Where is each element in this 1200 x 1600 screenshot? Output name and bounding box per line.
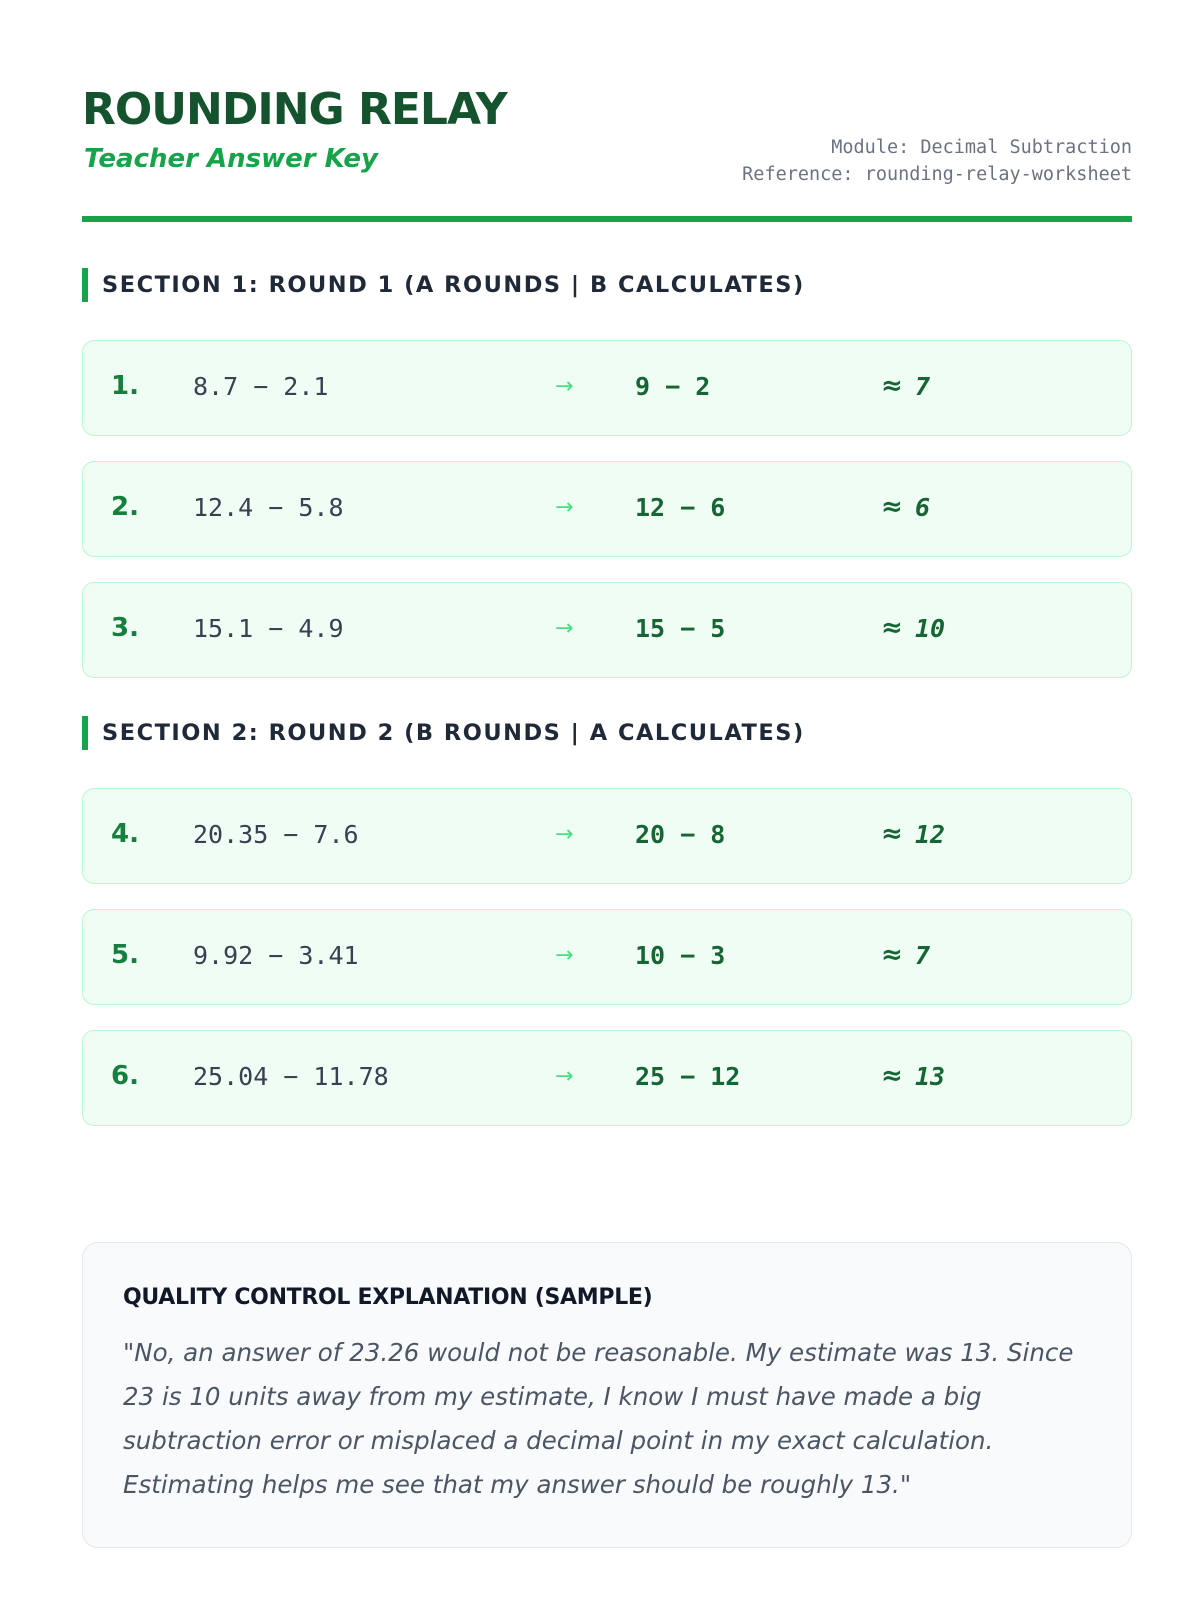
rounded-expression: 25 − 12 <box>635 1062 741 1091</box>
problem-expression: 15.1 − 4.9 <box>193 614 344 643</box>
problem-number: 6. <box>111 1061 139 1091</box>
problem-number: 1. <box>111 371 139 401</box>
approx-symbol: ≈ <box>881 940 903 970</box>
page-subtitle: Teacher Answer Key <box>84 144 378 174</box>
arrow-right-icon: → <box>555 495 574 520</box>
estimate-value: 13 <box>915 1062 946 1091</box>
section-1-title: SECTION 1: ROUND 1 (A ROUNDS | B CALCULATES) <box>82 268 1132 302</box>
arrow-right-icon: → <box>555 943 574 968</box>
rounded-expression: 20 − 8 <box>635 820 726 849</box>
document-meta <box>742 134 1132 188</box>
quality-control-explanation: "No, an answer of 23.26 would not be reasonable. My estimate was 13. Since 23 is 10 units away from my estimate, I know I must have made a big subtraction error or misplaced a decimal point in my exact calculation. Estimating helps me see that my answer should be roughly 13." <box>123 1338 1074 1499</box>
problem-row <box>82 1030 1132 1126</box>
problem-number: 5. <box>111 940 139 970</box>
problem-expression: 12.4 − 5.8 <box>193 493 344 522</box>
reference-label: Reference: rounding-relay-worksheet <box>742 164 1132 185</box>
approx-symbol: ≈ <box>881 819 903 849</box>
page-header <box>82 78 1132 218</box>
problem-expression: 9.92 − 3.41 <box>193 941 359 970</box>
estimate-value: 6 <box>915 493 931 522</box>
estimate-value: 10 <box>915 614 946 643</box>
module-label: Module: Decimal Subtraction <box>831 137 1132 158</box>
section-2-title: SECTION 2: ROUND 2 (B ROUNDS | A CALCULATES) <box>82 716 1132 750</box>
estimate-value: 12 <box>915 820 946 849</box>
rounded-expression: 10 − 3 <box>635 941 726 970</box>
rounded-expression: 15 − 5 <box>635 614 726 643</box>
header-divider <box>82 216 1132 222</box>
approx-symbol: ≈ <box>881 492 903 522</box>
problem-row <box>82 909 1132 1005</box>
rounded-expression: 9 − 2 <box>635 372 711 401</box>
estimate-value: 7 <box>915 372 931 401</box>
problem-expression: 25.04 − 11.78 <box>193 1062 389 1091</box>
problem-row <box>82 461 1132 557</box>
arrow-right-icon: → <box>555 616 574 641</box>
arrow-right-icon: → <box>555 374 574 399</box>
quality-control-box <box>82 1242 1132 1548</box>
approx-symbol: ≈ <box>881 1061 903 1091</box>
estimate-value: 7 <box>915 941 931 970</box>
approx-symbol: ≈ <box>881 371 903 401</box>
problem-row <box>82 340 1132 436</box>
arrow-right-icon: → <box>555 1064 574 1089</box>
approx-symbol: ≈ <box>881 613 903 643</box>
rounded-expression: 12 − 6 <box>635 493 726 522</box>
problem-expression: 8.7 − 2.1 <box>193 372 329 401</box>
problem-number: 4. <box>111 819 139 849</box>
problem-row <box>82 582 1132 678</box>
arrow-right-icon: → <box>555 822 574 847</box>
problem-number: 3. <box>111 613 139 643</box>
problem-number: 2. <box>111 492 139 522</box>
quality-control-title: QUALITY CONTROL EXPLANATION (SAMPLE) <box>123 1285 653 1310</box>
problem-expression: 20.35 − 7.6 <box>193 820 359 849</box>
problem-row <box>82 788 1132 884</box>
page-title: ROUNDING RELAY <box>82 84 507 135</box>
